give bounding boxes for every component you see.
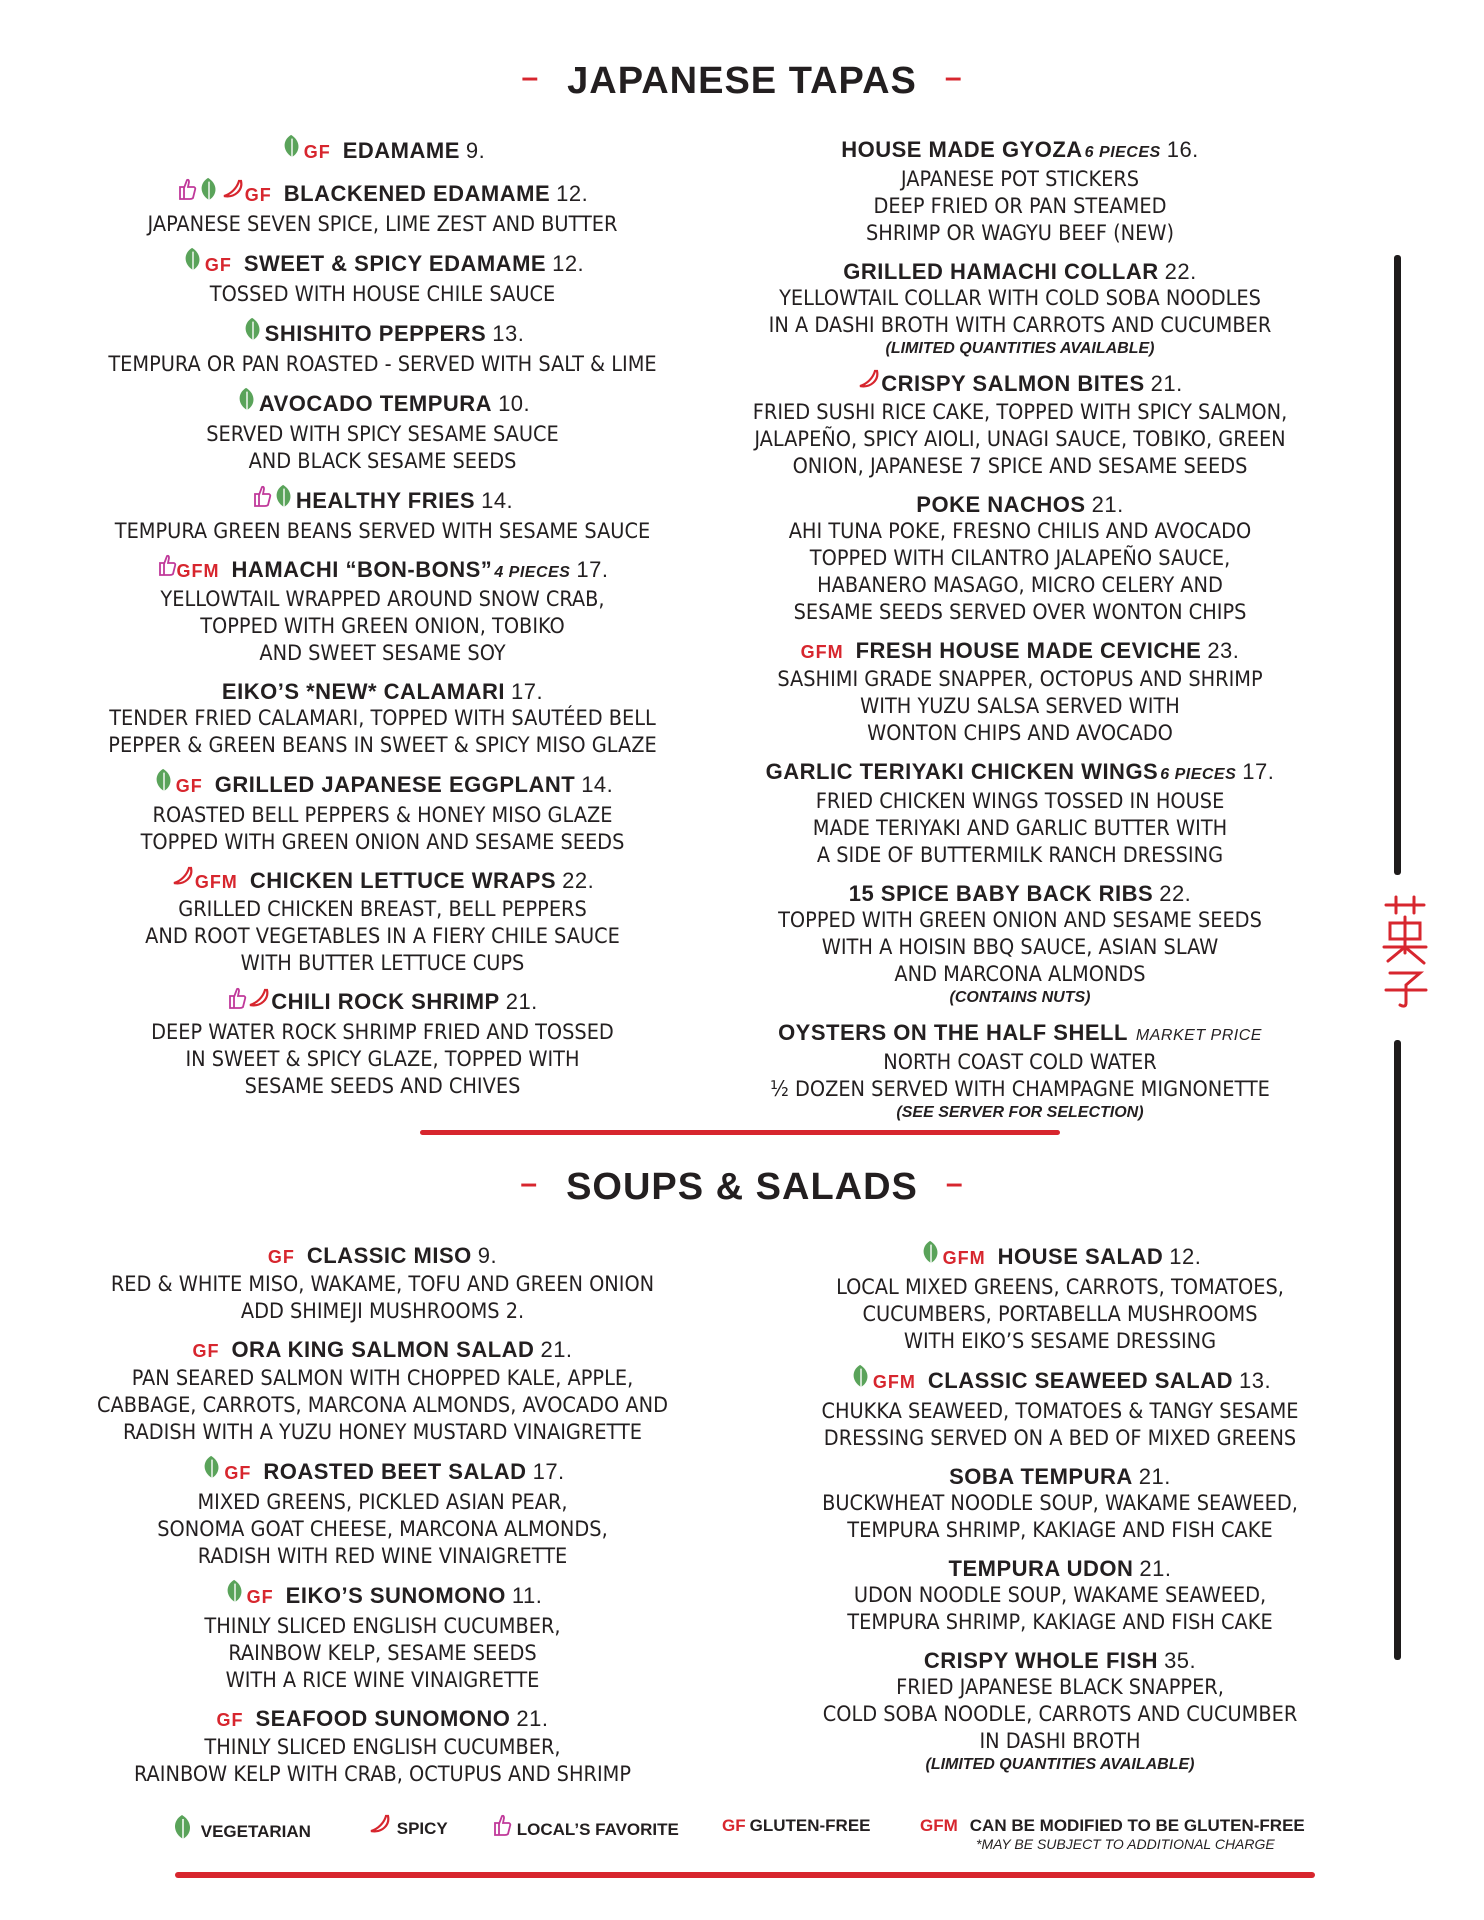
leaf-icon [181, 246, 205, 278]
menu-item-heading [90, 1581, 675, 1613]
menu-item [90, 1457, 675, 1570]
menu-item-heading [90, 678, 675, 705]
item-name: EIKO’S *NEW* CALAMARI [221, 679, 505, 705]
item-description: UDON NOODLE SOUP, WAKAME SEAWEED, [853, 1583, 1267, 1608]
item-description: CUCUMBERS, PORTABELLA MUSHROOMS [862, 1302, 1258, 1327]
menu-item [90, 678, 675, 759]
item-description: TEMPURA SHRIMP, KAKIAGE AND FISH CAKE [847, 1610, 1273, 1635]
item-name: HOUSE MADE GYOZA [841, 137, 1083, 162]
title-dash-right: – [945, 1167, 964, 1200]
item-price: 35. [1164, 1648, 1197, 1673]
item-name: GRILLED JAPANESE EGGPLANT [214, 772, 576, 797]
item-description: IN DASHI BROTH [979, 1729, 1141, 1754]
item-description: SHRIMP OR WAGYU BEEF (NEW) [866, 221, 1174, 246]
item-description: TOPPED WITH CILANTRO JALAPEÑO SAUCE, [809, 546, 1231, 572]
item-description: TENDER FRIED CALAMARI, TOPPED WITH SAUTÉED BELL [109, 706, 656, 732]
item-description: FRIED JAPANESE BLACK SNAPPER, [896, 1675, 1224, 1700]
item-note: (SEE SERVER FOR SELECTION) [896, 1104, 1144, 1122]
tapas-left-column [90, 136, 675, 1111]
diet-tag: GF [175, 776, 203, 796]
menu-item [745, 136, 1295, 247]
item-description: RED & WHITE MISO, WAKAME, TOFU AND GREEN ONION [110, 1272, 655, 1297]
item-price: 10. [498, 390, 531, 416]
chili-pepper-icon [171, 865, 195, 893]
legend-spicy-label: SPICY [396, 1818, 448, 1838]
item-price: 14. [581, 772, 614, 797]
item-price: 12. [556, 180, 589, 206]
menu-item [90, 1705, 675, 1788]
item-description: A SIDE OF BUTTERMILK RANCH DRESSING [816, 843, 1224, 869]
legend-gfm-tag: GFM [920, 1816, 958, 1835]
menu-item-heading [90, 179, 675, 211]
item-name: CRISPY WHOLE FISH [923, 1648, 1159, 1673]
item-description: RADISH WITH RED WINE VINAIGRETTE [197, 1544, 568, 1569]
chili-pepper-icon [221, 178, 245, 206]
menu-item [90, 249, 675, 308]
item-price: 12. [1169, 1243, 1202, 1269]
item-description: ROASTED BELL PEPPERS & HONEY MISO GLAZE [152, 803, 613, 829]
item-price: 17. [510, 679, 544, 705]
diet-tag: GF [216, 1710, 244, 1730]
item-description: TEMPURA OR PAN ROASTED - SERVED WITH SALT & LIME [108, 352, 657, 377]
legend-vegetarian-label: VEGETARIAN [200, 1821, 311, 1841]
brush-stroke-top [1394, 255, 1401, 875]
menu-item-heading [90, 1457, 675, 1489]
title-dash-left: – [521, 61, 540, 94]
leaf-icon [849, 1363, 873, 1395]
item-price: 16. [1166, 137, 1199, 162]
item-name: OYSTERS ON THE HALF SHELL [778, 1020, 1128, 1046]
chili-pepper-icon [247, 987, 271, 1015]
tapas-right-column [745, 136, 1295, 1134]
item-price: 13. [1239, 1367, 1272, 1393]
item-pieces: 4 PIECES [494, 564, 571, 581]
legend-locals-favorite [492, 1816, 679, 1845]
diet-tag: GF [224, 1462, 252, 1483]
menu-item [790, 1242, 1330, 1355]
soups-section-title [0, 1166, 1484, 1209]
item-description: THINLY SLICED ENGLISH CUCUMBER, [204, 1614, 561, 1639]
item-description: MADE TERIYAKI AND GARLIC BUTTER WITH [812, 816, 1228, 842]
item-name: GARLIC TERIYAKI CHICKEN WINGS [765, 759, 1159, 785]
menu-item [90, 179, 675, 238]
menu-item-heading [745, 370, 1295, 399]
item-description: AND MARCONA ALMONDS [894, 962, 1146, 988]
menu-item-heading [90, 867, 675, 896]
item-description: JAPANESE SEVEN SPICE, LIME ZEST AND BUTTER [147, 212, 618, 237]
item-description: FRIED CHICKEN WINGS TOSSED IN HOUSE [815, 789, 1225, 815]
item-name: 15 SPICE BABY BACK RIBS [848, 881, 1154, 907]
legend-gf-tag: GF [722, 1816, 746, 1835]
item-name: SOBA TEMPURA [949, 1464, 1133, 1489]
item-name: CLASSIC SEAWEED SALAD [927, 1367, 1233, 1393]
legend-gfm [920, 1816, 1305, 1852]
menu-item-heading [90, 988, 675, 1018]
menu-item [745, 370, 1295, 480]
leaf-icon [170, 1813, 196, 1846]
legend-gfm-label: CAN BE MODIFIED TO BE GLUTEN-FREE [969, 1816, 1305, 1835]
item-description: ONION, JAPANESE 7 SPICE AND SESAME SEEDS [792, 454, 1248, 480]
item-description: YELLOWTAIL WRAPPED AROUND SNOW CRAB, [160, 587, 605, 613]
item-price: 21. [1091, 492, 1124, 518]
item-name: CRISPY SALMON BITES [881, 371, 1145, 396]
menu-item-heading [745, 758, 1295, 788]
menu-item-heading [790, 1366, 1330, 1398]
diet-tag: GF [303, 141, 331, 162]
diet-tag: GFM [942, 1247, 986, 1268]
item-price: 21. [505, 989, 538, 1015]
legend-vegetarian [170, 1816, 311, 1849]
item-description: NORTH COAST COLD WATER [883, 1050, 1157, 1076]
item-description: BUCKWHEAT NOODLE SOUP, WAKAME SEAWEED, [822, 1491, 1298, 1516]
item-description: WONTON CHIPS AND AVOCADO [867, 721, 1173, 747]
item-price: 22. [1164, 259, 1197, 284]
menu-item [790, 1555, 1330, 1636]
diet-tag: GFM [194, 872, 238, 893]
item-description: DEEP WATER ROCK SHRIMP FRIED AND TOSSED [151, 1019, 614, 1045]
menu-item [90, 770, 675, 856]
menu-item [90, 556, 675, 667]
diet-tag: GF [244, 184, 272, 205]
thumbs-up-icon [227, 986, 247, 1016]
menu-item-heading [90, 770, 675, 802]
item-name: ROASTED BEET SALAD [263, 1458, 527, 1484]
item-price: 14. [481, 487, 514, 513]
legend-locals-label: LOCAL’S FAVORITE [516, 1819, 679, 1839]
item-price: 21. [1150, 371, 1183, 396]
item-description: SESAME SEEDS SERVED OVER WONTON CHIPS [793, 600, 1247, 626]
menu-item-heading [90, 389, 675, 421]
menu-item-heading [790, 1242, 1330, 1274]
menu-item [90, 867, 675, 977]
item-description: WITH A RICE WINE VINAIGRETTE [225, 1668, 540, 1693]
menu-item-heading [90, 319, 675, 351]
soups-right-column [790, 1242, 1330, 1786]
item-name: TEMPURA UDON [948, 1556, 1134, 1581]
title-dash-left: – [520, 1167, 539, 1200]
menu-item-heading [745, 491, 1295, 518]
item-note: (CONTAINS NUTS) [949, 989, 1091, 1007]
item-price: 21. [516, 1706, 549, 1731]
thumbs-up-icon [252, 484, 272, 514]
item-note: (LIMITED QUANTITIES AVAILABLE) [925, 1756, 1195, 1773]
item-description: RADISH WITH A YUZU HONEY MUSTARD VINAIGRETTE [122, 1420, 643, 1445]
leaf-icon [200, 1454, 224, 1486]
item-description: ADD SHIMEJI MUSHROOMS 2. [240, 1299, 525, 1324]
item-pieces: 6 PIECES [1084, 144, 1161, 161]
item-description: WITH A HOISIN BBQ SAUCE, ASIAN SLAW [821, 935, 1219, 961]
menu-item [745, 258, 1295, 359]
item-description: YELLOWTAIL COLLAR WITH COLD SOBA NOODLES [779, 286, 1261, 311]
item-description: TEMPURA GREEN BEANS SERVED WITH SESAME SAUCE [114, 519, 651, 544]
item-description: TOPPED WITH GREEN ONION AND SESAME SEEDS [778, 908, 1262, 934]
menu-item [90, 486, 675, 545]
menu-item-heading [745, 1019, 1295, 1049]
leaf-icon [223, 1578, 247, 1610]
title-dash-right: – [944, 61, 963, 94]
item-name: CHILI ROCK SHRIMP [271, 989, 500, 1015]
legend-spicy [368, 1816, 448, 1843]
item-name: HEALTHY FRIES [295, 487, 476, 513]
menu-item [90, 136, 675, 168]
diet-tag: GFM [800, 642, 844, 663]
leaf-icon [197, 176, 221, 208]
item-price: 13. [492, 320, 525, 346]
diet-tag: GF [246, 1586, 274, 1607]
item-description: IN A DASHI BROTH WITH CARROTS AND CUCUMBER [768, 313, 1272, 338]
tapas-title-text: JAPANESE TAPAS [567, 60, 917, 102]
item-name: POKE NACHOS [916, 492, 1086, 518]
menu-item [790, 1647, 1330, 1775]
item-name: GRILLED HAMACHI COLLAR [843, 259, 1159, 284]
menu-item [90, 1336, 675, 1446]
menu-item-heading [90, 136, 675, 168]
item-description: AND BLACK SESAME SEEDS [248, 449, 517, 474]
item-description: SONOMA GOAT CHEESE, MARCONA ALMONDS, [157, 1517, 608, 1542]
menu-item-heading [745, 136, 1295, 166]
item-description: HABANERO MASAGO, MICRO CELERY AND [817, 573, 1223, 599]
item-description: THINLY SLICED ENGLISH CUCUMBER, [204, 1735, 561, 1760]
menu-item-heading [90, 486, 675, 518]
item-description: AND SWEET SESAME SOY [259, 641, 506, 667]
chili-pepper-icon [857, 368, 881, 396]
diet-tag: GF [204, 254, 232, 275]
item-price: 17. [576, 557, 609, 582]
menu-item [90, 1581, 675, 1694]
menu-item-heading [90, 556, 675, 586]
item-description: WITH YUZU SALSA SERVED WITH [860, 694, 1180, 720]
item-name: ORA KING SALMON SALAD [231, 1337, 535, 1362]
item-price: 23. [1207, 638, 1240, 664]
item-description: TEMPURA SHRIMP, KAKIAGE AND FISH CAKE [847, 1518, 1273, 1543]
item-description: TOPPED WITH GREEN ONION AND SESAME SEEDS [140, 830, 625, 856]
item-description: DRESSING SERVED ON A BED OF MIXED GREENS [823, 1426, 1297, 1451]
item-name: BLACKENED EDAMAME [283, 180, 551, 206]
item-description: SASHIMI GRADE SNAPPER, OCTOPUS AND SHRIMP [777, 667, 1263, 693]
item-price: 9. [477, 1243, 498, 1268]
item-description: AHI TUNA POKE, FRESNO CHILIS AND AVOCADO [788, 519, 1252, 545]
menu-item [90, 389, 675, 475]
item-description: JALAPEÑO, SPICY AIOLI, UNAGI SAUCE, TOBIKO, GREEN [754, 427, 1286, 453]
menu-item-heading [90, 1336, 675, 1365]
thumbs-up-icon [492, 1813, 512, 1842]
item-name: SEAFOOD SUNOMONO [255, 1706, 511, 1731]
item-description: CABBAGE, CARROTS, MARCONA ALMONDS, AVOCADO AND [96, 1393, 669, 1418]
item-description: COLD SOBA NOODLE, CARROTS AND CUCUMBER [822, 1702, 1298, 1727]
item-price: 21. [1138, 1464, 1171, 1489]
menu-item [90, 1242, 675, 1325]
menu-item-heading [745, 880, 1295, 907]
item-name: EDAMAME [342, 137, 460, 163]
soups-left-column [90, 1242, 675, 1799]
menu-item [745, 758, 1295, 869]
item-description: SESAME SEEDS AND CHIVES [244, 1073, 521, 1099]
item-name: HOUSE SALAD [997, 1243, 1164, 1269]
item-description: CHUKKA SEAWEED, TOMATOES & TANGY SESAME [821, 1399, 1299, 1424]
tapas-section-title [0, 60, 1484, 103]
eiko-logo [1380, 895, 1430, 1010]
item-name: SHISHITO PEPPERS [264, 320, 487, 346]
item-price: 21. [540, 1337, 573, 1362]
leaf-icon [280, 133, 304, 165]
legend-gluten-free [722, 1816, 871, 1836]
item-name: EIKO’S SUNOMONO [285, 1582, 506, 1608]
item-description: GRILLED CHICKEN BREAST, BELL PEPPERS [178, 897, 587, 923]
item-name: AVOCADO TEMPURA [258, 390, 493, 416]
leaf-icon [272, 483, 296, 515]
item-description: LOCAL MIXED GREENS, CARROTS, TOMATOES, [836, 1275, 1284, 1300]
menu-item-heading [90, 1242, 675, 1271]
item-name: CLASSIC MISO [306, 1243, 472, 1268]
item-description: PAN SEARED SALMON WITH CHOPPED KALE, APPLE, [131, 1366, 634, 1391]
menu-item-heading [745, 258, 1295, 285]
menu-item-heading [790, 1555, 1330, 1582]
menu-item [745, 491, 1295, 626]
leaf-icon [152, 767, 176, 799]
item-pieces: 6 PIECES [1160, 766, 1237, 784]
item-description: MIXED GREENS, PICKLED ASIAN PEAR, [197, 1490, 568, 1515]
item-description: ½ DOZEN SERVED WITH CHAMPAGNE MIGNONETTE [770, 1077, 1270, 1103]
diet-tag: GF [267, 1247, 295, 1267]
item-description: RAINBOW KELP, SESAME SEEDS [228, 1641, 537, 1666]
item-description: WITH EIKO’S SESAME DRESSING [903, 1329, 1217, 1354]
item-description: RAINBOW KELP WITH CRAB, OCTUPUS AND SHRIMP [133, 1762, 632, 1787]
item-description: IN SWEET & SPICY GLAZE, TOPPED WITH [185, 1046, 580, 1072]
legend-gf-label: GLUTEN-FREE [749, 1816, 871, 1835]
item-description: AND ROOT VEGETABLES IN A FIERY CHILE SAUCE [145, 924, 620, 950]
menu-item-heading [790, 1463, 1330, 1490]
menu-item-heading [90, 1705, 675, 1734]
leaf-icon [241, 316, 265, 348]
item-name: HAMACHI “BON-BONS” [231, 557, 493, 582]
item-price: 21. [1139, 1556, 1172, 1581]
menu-item [90, 988, 675, 1099]
soups-title-text: SOUPS & SALADS [566, 1166, 918, 1208]
chili-pepper-icon [368, 1813, 392, 1840]
menu-item [90, 319, 675, 378]
item-description: FRIED SUSHI RICE CAKE, TOPPED WITH SPICY SALMON, [752, 400, 1288, 426]
thumbs-up-icon [177, 177, 197, 207]
item-description: WITH BUTTER LETTUCE CUPS [240, 951, 525, 977]
menu-item [745, 637, 1295, 747]
item-description: DEEP FRIED OR PAN STEAMED [873, 194, 1167, 219]
leaf-icon [235, 386, 259, 418]
item-description: TOSSED WITH HOUSE CHILE SAUCE [209, 282, 556, 307]
menu-item [745, 880, 1295, 1008]
diet-tag: GFM [872, 1371, 916, 1392]
menu-item [790, 1463, 1330, 1544]
item-name: CHICKEN LETTUCE WRAPS [249, 868, 557, 894]
menu-item-heading [790, 1647, 1330, 1674]
item-description: SERVED WITH SPICY SESAME SAUCE [206, 422, 559, 447]
legend-gfm-note: *MAY BE SUBJECT TO ADDITIONAL CHARGE [976, 1836, 1275, 1852]
item-description: PEPPER & GREEN BEANS IN SWEET & SPICY MISO GLAZE [108, 733, 657, 759]
leaf-icon [919, 1239, 943, 1271]
item-market-price: MARKET PRICE [1135, 1027, 1262, 1045]
item-description: JAPANESE POT STICKERS [900, 167, 1140, 192]
item-price: 11. [511, 1582, 543, 1608]
menu-item [745, 1019, 1295, 1123]
diet-tag: GF [192, 1341, 220, 1361]
menu-item [790, 1366, 1330, 1452]
item-name: SWEET & SPICY EDAMAME [243, 250, 547, 276]
item-price: 22. [562, 868, 595, 894]
thumbs-up-icon [157, 553, 177, 583]
diet-tag: GFM [176, 561, 220, 581]
menu-item-heading [90, 249, 675, 281]
section-divider [420, 1130, 1060, 1135]
item-price: 9. [465, 137, 486, 163]
item-description: TOPPED WITH GREEN ONION, TOBIKO [200, 614, 565, 640]
item-price: 17. [1242, 759, 1275, 785]
item-price: 22. [1159, 881, 1192, 907]
item-price: 17. [532, 1458, 565, 1484]
item-price: 12. [552, 250, 585, 276]
footer-divider [175, 1872, 1315, 1878]
menu-item-heading [745, 637, 1295, 666]
item-name: FRESH HOUSE MADE CEVICHE [855, 638, 1202, 664]
item-note: (LIMITED QUANTITIES AVAILABLE) [885, 340, 1155, 357]
brush-stroke-bottom [1394, 1040, 1401, 1660]
